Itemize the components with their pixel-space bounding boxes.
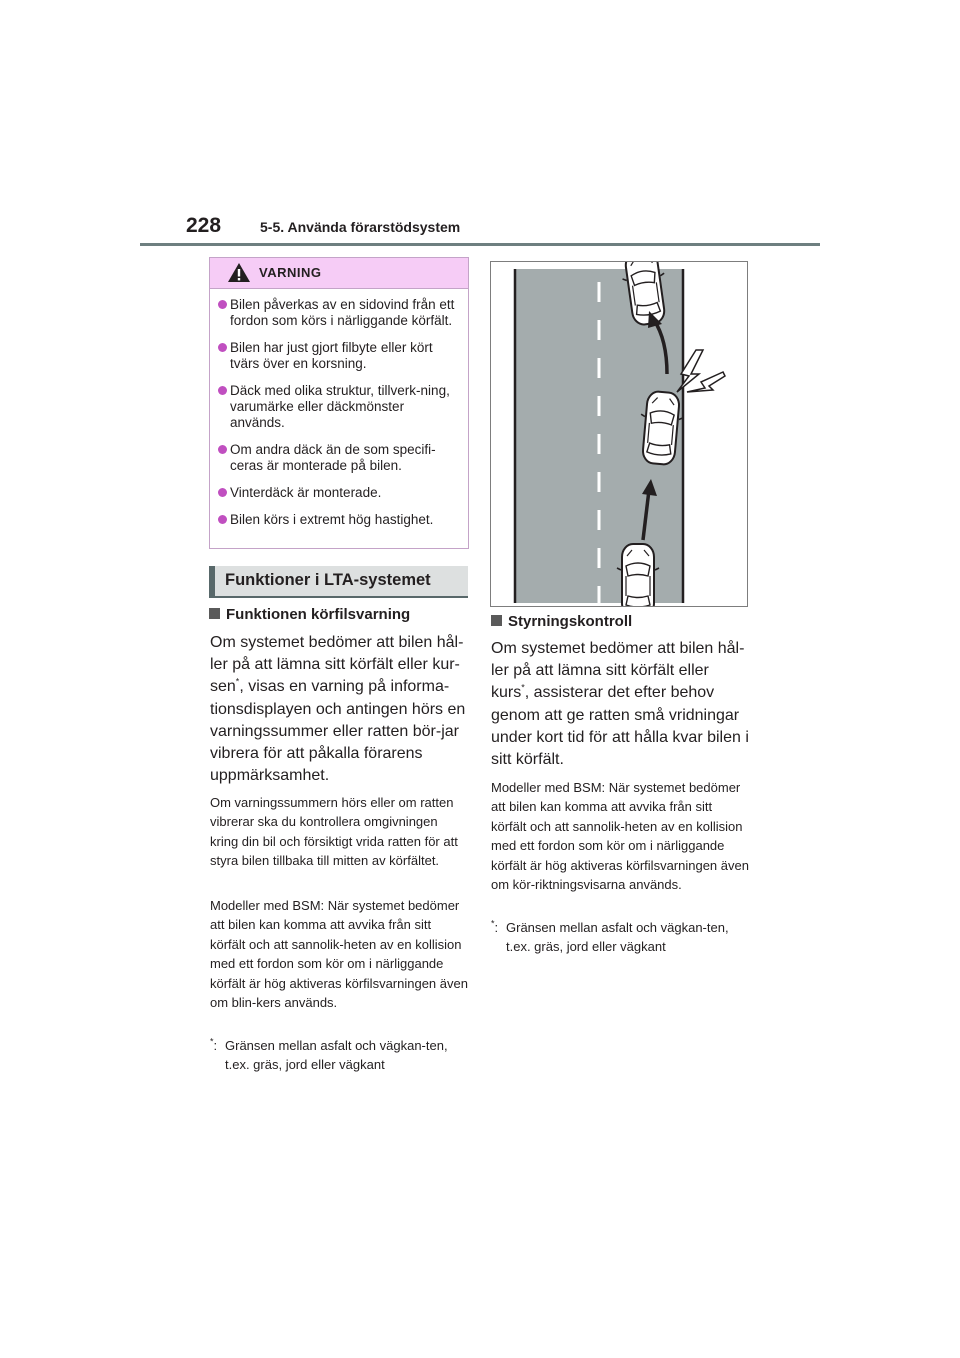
bullet-icon — [218, 343, 227, 352]
section-title: Funktioner i LTA-systemet — [225, 571, 431, 589]
warning-item: Om andra däck än de som specifi-ceras är monterade på bilen. — [218, 442, 458, 474]
warning-item: Vinterdäck är monterade. — [218, 485, 458, 501]
car-bottom-icon — [617, 544, 659, 606]
warning-item: Bilen påverkas av en sidovind från ett fordon som körs i närliggande körfält. — [218, 297, 458, 329]
warning-box — [209, 257, 469, 549]
square-bullet-icon — [209, 608, 220, 619]
bullet-icon — [218, 488, 227, 497]
warning-title: VARNING — [259, 265, 322, 280]
bullet-icon — [218, 445, 227, 454]
chapter-title: 5-5. Använda förarstödsystem — [260, 219, 461, 235]
lane-warning-heading: Funktionen körfilsvarning — [209, 606, 410, 623]
warning-item: Bilen har just gjort filbyte eller kört tvärs över en korsning. — [218, 340, 458, 372]
lane-warning-bsm-note: Modeller med BSM: När systemet bedömer att bilen kan komma att avvika från sitt körfält och att sannolik-heten av en kollision med ett fordon som kör om i närliggande körfält är hög aktiveras körfilsvarningen även om blin-kers används. — [210, 898, 468, 1011]
lane-warning-note: Om varningssummern hörs eller om ratten vibrerar ska du kontrollera omgivningen kring din bil och försiktigt vrida ratten för att styra bilen tillbaka till mitten av körfältet. — [210, 795, 458, 869]
warning-item: Däck med olika struktur, tillverk-ning, varumärke eller däckmönster används. — [218, 383, 458, 431]
page-header — [140, 214, 820, 246]
warning-triangle-icon — [227, 262, 251, 283]
lane-illustration — [490, 261, 748, 607]
page-number: 228 — [186, 214, 222, 237]
square-bullet-icon — [491, 615, 502, 626]
lane-warning-intro: Om systemet bedömer att bilen hål-ler på att lämna sitt körfält eller kur-sen*, visas en varning på informa-tionsdisplayen och antingen hörs en varningssummer eller ratten bör-jar vibrera för att påkalla förarens uppmärksamhet. — [210, 634, 466, 785]
warning-header — [210, 258, 468, 289]
warning-list — [210, 289, 468, 528]
steering-heading: Styrningskontroll — [491, 613, 632, 630]
steering-footnote: *: Gränsen mellan asfalt och vägkan-ten, t.ex. gräs, jord eller vägkant — [491, 918, 729, 955]
bullet-icon — [218, 300, 227, 309]
steering-intro: Om systemet bedömer att bilen hål-ler på att lämna sitt körfält eller kurs*, assisterar det efter behov genom att ge ratten små vridningar under kort tid för att hålla kvar bilen i sitt körfält. — [491, 640, 749, 769]
bullet-icon — [218, 515, 227, 524]
bullet-icon — [218, 386, 227, 395]
lane-warning-footnote: *: Gränsen mellan asfalt och vägkan-ten, t.ex. gräs, jord eller vägkant — [210, 1036, 448, 1073]
header-rule — [140, 243, 820, 246]
section-heading — [209, 566, 468, 598]
warning-item: Bilen körs i extremt hög hastighet. — [218, 512, 458, 528]
steering-bsm-note: Modeller med BSM: När systemet bedömer att bilen kan komma att avvika från sitt körfält och att sannolik-heten av en kollision med ett fordon som kör om i närliggande körfält är hög aktiveras körfilsvarningen även om kör-riktningsvisarna används. — [491, 780, 749, 893]
